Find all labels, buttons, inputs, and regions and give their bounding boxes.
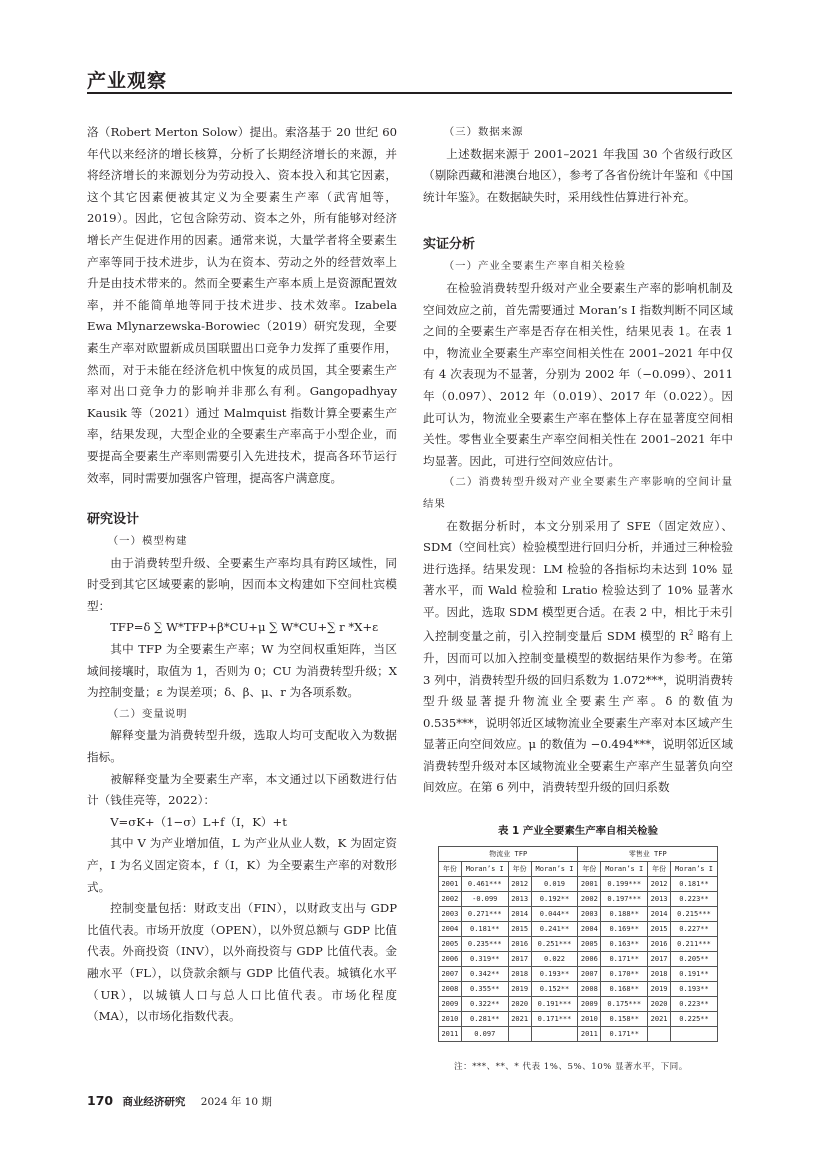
table-cell: 2018 — [648, 967, 671, 982]
table-cell: 2017 — [648, 952, 671, 967]
subheading-spatial-results: （二）消费转型升级对产业全要素生产率影响的空间计量结果 — [423, 476, 733, 510]
table-cell: 0.227** — [670, 922, 717, 937]
table-cell: 0.193** — [531, 967, 578, 982]
table-cell: 0.171** — [601, 952, 648, 967]
table-cell: 0.223** — [670, 997, 717, 1012]
table-cell: 2020 — [648, 997, 671, 1012]
subheading-variables: （二）变量说明 — [107, 707, 188, 720]
subheading-autocorrelation: （一）产业全要素生产率自相关检验 — [443, 260, 627, 273]
spatial-results-paragraph — [423, 516, 733, 800]
table-cell: 0.193** — [670, 982, 717, 997]
table-row — [439, 1027, 718, 1042]
table-cell: 0.223** — [670, 892, 717, 907]
table-cell: 0.158** — [601, 1012, 648, 1027]
formula-production: V=σK+（1−σ）L+f（I，K）+t — [110, 814, 287, 829]
table-cell: 2015 — [648, 922, 671, 937]
table-cell: 0.319** — [461, 952, 508, 967]
table-cell: 0.461*** — [461, 877, 508, 892]
table-cell: 0.205** — [670, 952, 717, 967]
table-cell: 2003 — [439, 907, 462, 922]
table-row — [439, 892, 718, 907]
formula-explanation: 其中 TFP 为全要素生产率；W 为空间权重矩阵，当区域间接壤时，取值为 1，否则为 0；CU 为消费转型升级；X 为控制变量；ε 为误差项；δ、β、μ、r 为各项系数。 — [87, 642, 397, 700]
spatial-text-a: 在数据分析时，本文分别采用了 SFE（固定效应）、SDM（空间杜宾）检验模型进行回归分析，并通过三种检验进行选择。结果发现：LM 检验的各指标均未达到 10% 显著水平，而 Wald 检验和 Lratio 检验达到了 10% 显著水平。因此，选取 SDM 模型更合适。在表 2 中，相比于未引入控制变量之前，引入控制变量后 SDM 模型的 R — [423, 518, 733, 644]
table-cell: 2005 — [439, 937, 462, 952]
table-cell: 0.152** — [531, 982, 578, 997]
group-header-logistics: 物流业 TFP — [439, 847, 578, 862]
table-cell: 2010 — [439, 1012, 462, 1027]
data-source-paragraph: 上述数据来源于 2001–2021 年我国 30 个省级行政区（剔除西藏和港澳台地区），参考了各省份统计年鉴和《中国统计年鉴》。在数据缺失时，采用线性估算进行补充。 — [423, 146, 733, 204]
issue-label: 2024 年 10 期 — [200, 1096, 272, 1108]
table-row — [439, 922, 718, 937]
table-cell: 2002 — [578, 892, 601, 907]
table-cell: 2007 — [439, 967, 462, 982]
table-cell: 2004 — [578, 922, 601, 937]
table-row — [439, 967, 718, 982]
table-cell: -0.099 — [461, 892, 508, 907]
table-row — [439, 997, 718, 1012]
table-cell: 2008 — [578, 982, 601, 997]
table-cell: 2015 — [508, 922, 531, 937]
table-cell: 0.188** — [601, 907, 648, 922]
table-cell: 2017 — [508, 952, 531, 967]
table-cell: 0.281** — [461, 1012, 508, 1027]
table-cell: 2019 — [508, 982, 531, 997]
table-cell: 0.322** — [461, 997, 508, 1012]
table-cell: 0.169** — [601, 922, 648, 937]
table-cell: 0.215*** — [670, 907, 717, 922]
table-cell: 0.197*** — [601, 892, 648, 907]
table-cell — [670, 1027, 717, 1042]
column-header: Moran’s I — [461, 862, 508, 877]
production-explanation: 其中 V 为产业增加值，L 为产业从业人数，K 为固定资产，I 为名义固定资本，f（I，K）为全要素生产率的对数形式。 — [87, 836, 397, 894]
table-cell: 0.235*** — [461, 937, 508, 952]
table-cell: 0.181** — [670, 877, 717, 892]
formula-sdm: TFP=δ ∑ W*TFP+β*CU+μ ∑ W*CU+∑ r *X+ε — [110, 620, 379, 635]
r-squared-superscript: 2 — [688, 629, 694, 638]
table-cell: 0.199*** — [601, 877, 648, 892]
table-cell: 0.342** — [461, 967, 508, 982]
table-cell: 2012 — [508, 877, 531, 892]
table-cell: 2021 — [648, 1012, 671, 1027]
table-cell — [648, 1027, 671, 1042]
table-cell: 2014 — [508, 907, 531, 922]
spatial-text-b: 略有上升，因而可以加入控制变量模型的数据结果作为参考。在第 3 列中，消费转型升级的回归系数为 1.072***，说明消费转型升级显著提升物流业全要素生产率。δ 的数值为 0.535***，说明邻近区域物流业全要素生产率对本区域产生显著正向空间效应。μ 的数值为 −0.494***，说明邻近区域消费转型升级对本区域物流业全要素生产率产生显著负向空间效应。在第 6 列中，消费转型升级的回归系数 — [423, 629, 733, 795]
left-column — [87, 122, 397, 1028]
section-heading-empirical: 实证分析 — [423, 237, 476, 253]
table-group-header-row — [439, 847, 718, 862]
subheading-data-source: （三）数据来源 — [443, 126, 524, 138]
table-cell: 2013 — [508, 892, 531, 907]
section-header-title: 产业观察 — [87, 70, 168, 92]
header-rule — [87, 92, 732, 94]
table-cell: 2001 — [439, 877, 462, 892]
table-cell: 0.097 — [461, 1027, 508, 1042]
table-cell: 2016 — [508, 937, 531, 952]
table-cell: 2011 — [578, 1027, 601, 1042]
table-cell: 0.171** — [601, 1027, 648, 1042]
table-cell: 0.171*** — [531, 1012, 578, 1027]
table-cell: 2019 — [648, 982, 671, 997]
table-row — [439, 982, 718, 997]
table-cell: 0.044** — [531, 907, 578, 922]
table-cell: 2004 — [439, 922, 462, 937]
column-header: 年份 — [439, 862, 462, 877]
column-header: Moran’s I — [601, 862, 648, 877]
table-cell: 0.191*** — [531, 997, 578, 1012]
table-cell: 2008 — [439, 982, 462, 997]
table-cell: 2009 — [578, 997, 601, 1012]
subheading-model: （一）模型构建 — [107, 535, 188, 548]
table-row — [439, 937, 718, 952]
column-header: 年份 — [578, 862, 601, 877]
explanatory-variable-paragraph: 解释变量为消费转型升级，选取人均可支配收入为数据指标。 — [87, 728, 397, 765]
intro-paragraph: 洛（Robert Merton Solow）提出。索洛基于 20 世纪 60 年代以来经济的增长核算，分析了长期经济增长的来源，并将经济增长的来源划分为劳动投入、资本投入和其它因素，这个其它因素便被其定义为全要素生产率（武宵旭等，2019）。因此，它包含除劳动、资本之外，所有能够对经济增长产生促进作用的因素。通常来说，大量学者将全要素生产率等同于技术进步，认为在资本、劳动之外的经营效率上升是由技术带来的。然而全要素生产率本质上是资源配置效率，并不能简单地等同于技术进步、技术效率。Izabela Ewa Mlynarzewska-Borowiec（2019）研究发现，全要素生产率对欧盟新成员国联盟出口竞争力发挥了重要作用，然而，对于未能在经济危机中恢复的成员国，其全要素生产率对出口竞争力的影响并非那么有利。Gangopadhyay Kausik 等（2021）通过 Malmquist 指数计算全要素生产率，结果发现，大型企业的全要素生产率高于小型企业，而要提高全要素生产率则需要引入先进技术，提高各环节运行效率，同时需要加强客户管理，提高客户满意度。 — [87, 125, 397, 485]
table-row — [439, 877, 718, 892]
table-cell: 0.192** — [531, 892, 578, 907]
table-cell: 0.251*** — [531, 937, 578, 952]
column-header: Moran’s I — [531, 862, 578, 877]
table-cell: 0.271*** — [461, 907, 508, 922]
table-cell — [508, 1027, 531, 1042]
column-header: Moran’s I — [670, 862, 717, 877]
table-cell: 0.019 — [531, 877, 578, 892]
table-cell: 0.211*** — [670, 937, 717, 952]
model-paragraph: 由于消费转型升级、全要素生产率均具有跨区域性，同时受到其它区域要素的影响，因而本文构建如下空间杜宾模型： — [87, 555, 397, 613]
control-variables-paragraph: 控制变量包括：财政支出（FIN），以财政支出与 GDP 比值代表。市场开放度（OPEN），以外贸总额与 GDP 比值代表。外商投资（INV），以外商投资与 GDP 比值代表。金融水平（FL），以贷款余额与 GDP 比值代表。城镇化水平（UR），以城镇人口与总人口比值代表。市场化程度（MA），以市场化指数代表。 — [87, 901, 397, 1024]
table-cell: 2006 — [439, 952, 462, 967]
column-header: 年份 — [648, 862, 671, 877]
moran-table — [438, 846, 718, 1042]
table-cell: 2007 — [578, 967, 601, 982]
table-cell: 2018 — [508, 967, 531, 982]
table-cell: 2006 — [578, 952, 601, 967]
table-cell: 2021 — [508, 1012, 531, 1027]
table-cell: 2013 — [648, 892, 671, 907]
journal-name: 商业经济研究 — [122, 1096, 186, 1108]
table-cell: 2003 — [578, 907, 601, 922]
table-cell: 2009 — [439, 997, 462, 1012]
table-row — [439, 952, 718, 967]
table-cell — [531, 1027, 578, 1042]
table-cell: 0.170** — [601, 967, 648, 982]
table-cell: 2001 — [578, 877, 601, 892]
table-row — [439, 1012, 718, 1027]
table-row — [439, 907, 718, 922]
table-cell: 0.181** — [461, 922, 508, 937]
table-cell: 2012 — [648, 877, 671, 892]
table-cell: 0.355** — [461, 982, 508, 997]
table-cell: 0.022 — [531, 952, 578, 967]
table-cell: 2010 — [578, 1012, 601, 1027]
table-column-header-row — [439, 862, 718, 877]
table-cell: 2016 — [648, 937, 671, 952]
table-cell: 2020 — [508, 997, 531, 1012]
explained-variable-paragraph: 被解释变量为全要素生产率，本文通过以下函数进行估计（钱佳亮等，2022）： — [87, 771, 397, 808]
table-cell: 2005 — [578, 937, 601, 952]
page-number: 170 — [87, 1093, 114, 1108]
table-cell: 0.191** — [670, 967, 717, 982]
group-header-retail: 零售业 TFP — [578, 847, 718, 862]
table-caption: 表 1 产业全要素生产率自相关检验 — [498, 825, 658, 837]
autocorrelation-paragraph: 在检验消费转型升级对产业全要素生产率的影响机制及空间效应之前，首先需要通过 Moran’s I 指数判断不同区域之间的全要素生产率是否存在相关性，结果见表 1。在表 1 中，物流业全要素生产率空间相关性在 2001–2021 年中仅有 4 次表现为不显著，分别为 2002 年（−0.099）、2011 年（0.097）、2012 年（0.019）、2017 年（0.022）。因此可认为，物流业全要素生产率在整体上存在显著度空间相关性。零售业全要素生产率空间相关性在 2001–2021 年中均显著。因此，可进行空间效应估计。 — [423, 280, 733, 468]
right-column — [423, 122, 733, 799]
column-header: 年份 — [508, 862, 531, 877]
table-cell: 2014 — [648, 907, 671, 922]
table-cell: 0.225** — [670, 1012, 717, 1027]
table-cell: 0.163** — [601, 937, 648, 952]
table-cell: 0.175*** — [601, 997, 648, 1012]
table-cell: 2011 — [439, 1027, 462, 1042]
table-cell: 2002 — [439, 892, 462, 907]
page-footer — [87, 1093, 272, 1109]
table-cell: 0.241** — [531, 922, 578, 937]
table-note: 注：***、**、* 代表 1%、5%、10% 显著水平，下同。 — [454, 1062, 688, 1072]
section-heading-design: 研究设计 — [87, 512, 140, 528]
table-cell: 0.168** — [601, 982, 648, 997]
